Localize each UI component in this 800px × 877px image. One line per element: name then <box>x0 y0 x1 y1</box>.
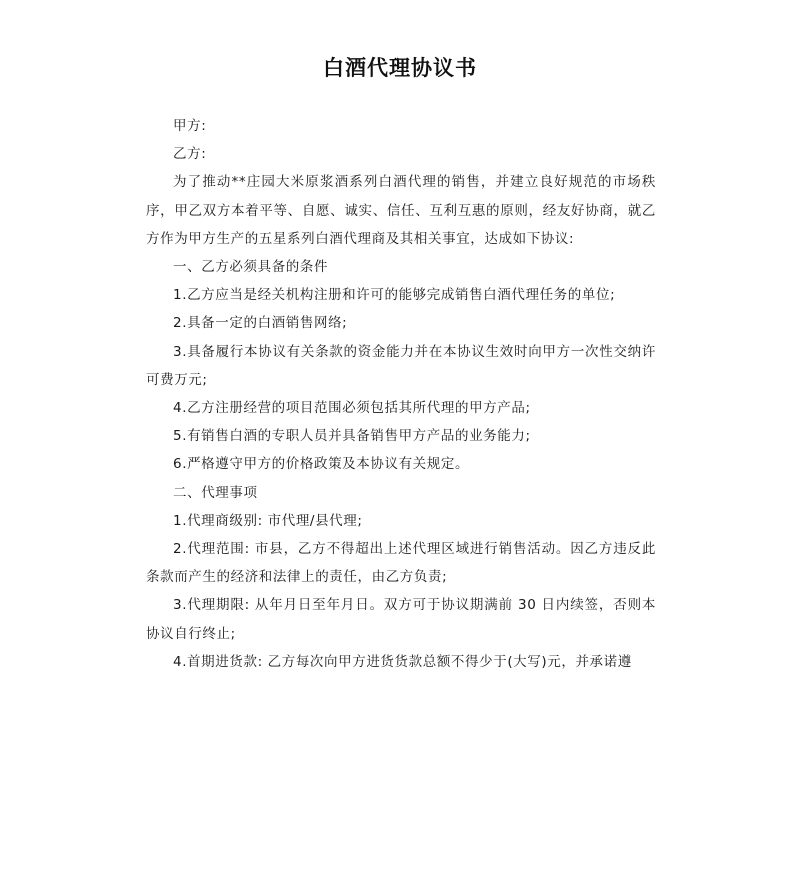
section-heading-conditions: 一、乙方必须具备的条件 <box>173 259 329 276</box>
preamble-paragraph: 为了推动**庄园大米原浆酒系列白酒代理的销售，并建立良好规范的市场秩序，甲乙双方本着平等、自愿、诚实、信任、互利互惠的原则，经友好协商，就乙方作为甲方生产的五星系列白酒代理商及其相关事宜，达成如下协议: <box>146 174 656 247</box>
condition-item-3: 3.具备履行本协议有关条款的资金能力并在本协议生效时向甲方一次性交纳许可费万元; <box>146 343 656 388</box>
condition-item-4: 4.乙方注册经营的项目范围必须包括其所代理的甲方产品; <box>173 400 531 417</box>
condition-item-5: 5.有销售白酒的专职人员并具备销售甲方产品的业务能力; <box>173 428 531 445</box>
document-title: 白酒代理协议书 <box>323 55 477 80</box>
agency-item-4: 4.首期进货款: 乙方每次向甲方进货货款总额不得少于(大写)元，并承诺遵 <box>173 653 632 670</box>
condition-item-2: 2.具备一定的白酒销售网络; <box>173 315 348 332</box>
agency-item-3: 3.代理期限: 从年月日至年月日。双方可于协议期满前 30 日内续签，否则本协议自行终止; <box>146 597 656 642</box>
agency-item-1: 1.代理商级别: 市代理/县代理; <box>173 512 363 529</box>
section-heading-agency: 二、代理事项 <box>173 484 258 501</box>
agency-item-2: 2.代理范围: 市县，乙方不得超出上述代理区域进行销售活动。因乙方违反此条款而产生的经济和法律上的责任，由乙方负责; <box>146 541 656 586</box>
party-b-line: 乙方: <box>173 146 207 163</box>
document-body <box>146 112 656 676</box>
condition-item-6: 6.严格遵守甲方的价格政策及本协议有关规定。 <box>173 456 470 473</box>
condition-item-1: 1.乙方应当是经关机构注册和许可的能够完成销售白酒代理任务的单位; <box>173 287 616 304</box>
party-a-line: 甲方: <box>173 118 207 134</box>
